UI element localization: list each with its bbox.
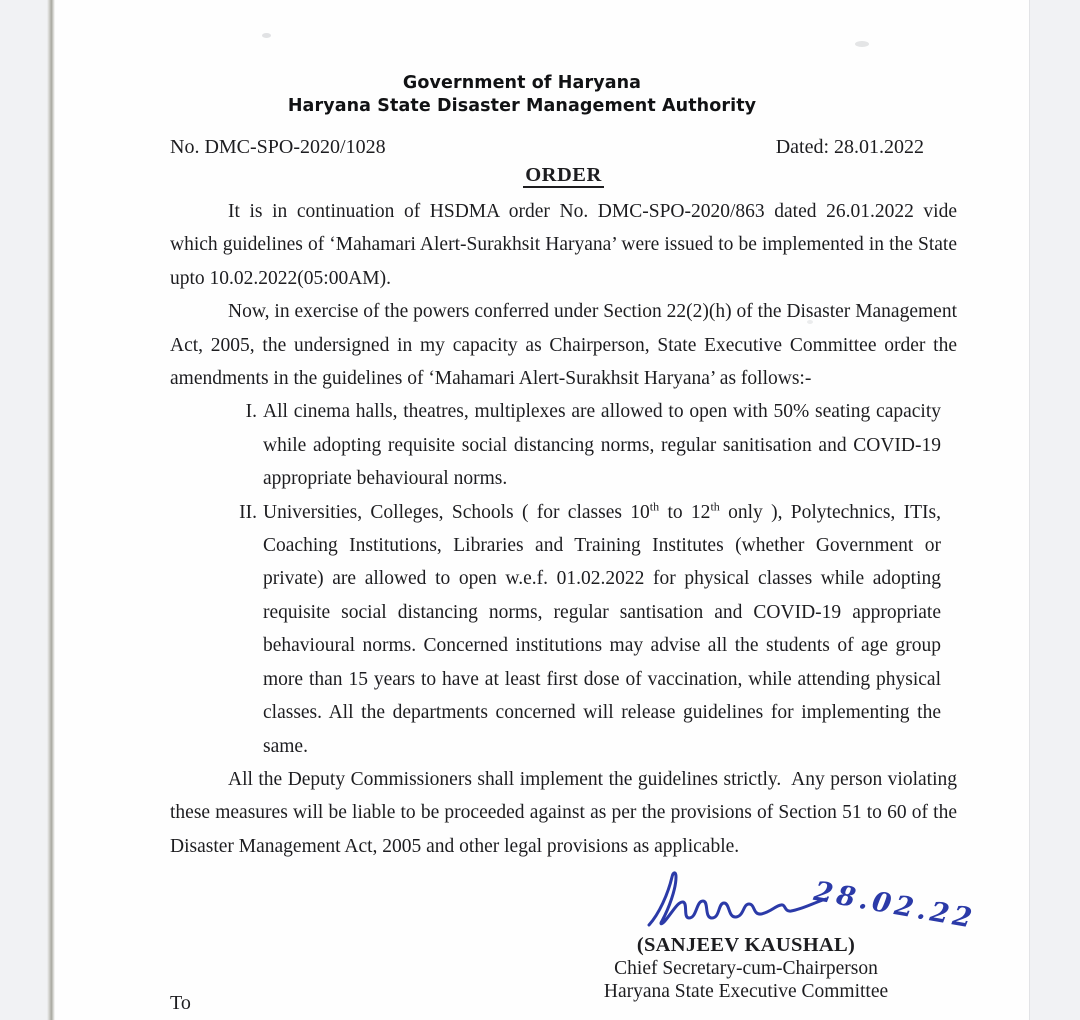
list-item-1	[245, 395, 941, 495]
signatory-designation: Chief Secretary-cum-Chairperson	[614, 958, 878, 979]
list-item-1-numeral: I.	[245, 401, 257, 423]
signature-image	[645, 868, 830, 930]
government-title: Government of Haryana	[402, 73, 642, 93]
paragraph-powers: Now, in exercise of the powers conferred under Section 22(2)(h) of the Disaster Management Act, 2005, the undersigned in my capacity as Chairperson, State Executive Committee order the amendments in the guidelines of ‘Mahamari Alert-Surakhsit Haryana’ as follows:-	[170, 301, 957, 390]
text-segment: to 12	[659, 501, 711, 523]
superscript-th: th	[649, 499, 660, 514]
list-item-1-text: All cinema halls, theatres, multiplexes are allowed to open with 50% seating capacity while adopting requisite social distancing norms, regular sanitisation and COVID-19 appropriate behavioural norms.	[263, 401, 941, 490]
text-segment: Universities, Colleges, Schools ( for classes 10	[263, 501, 650, 523]
superscript-th: th	[710, 499, 720, 514]
order-heading	[170, 161, 957, 189]
scan-artifact	[855, 41, 869, 47]
reference-line	[170, 134, 957, 160]
list-item-2	[239, 496, 941, 763]
letterhead	[55, 72, 989, 118]
list-item-2-numeral: II.	[239, 501, 257, 523]
text-segment: only ), Polytechnics, ITIs, Coaching Institutions, Libraries and Training Institutes (whether Government or private) are allowed to open w.e.f. 01.02.2022 for physical classes while adopting requisite social distancing norms, regular santisation and COVID-19 appropriate behavioural norms. Concerned institutions may advise all the students of age group more than 15 years to have at least first dose of vaccination, while attending physical classes. All the departments concerned will release guidelines for implementing the same.	[263, 501, 941, 757]
order-number: No. DMC-SPO-2020/1028	[170, 136, 386, 158]
order-body	[170, 134, 957, 863]
order-date: Dated: 28.01.2022	[775, 136, 924, 158]
paragraph-continuation: It is in continuation of HSDMA order No. DMC-SPO-2020/863 dated 26.01.2022 vide which guidelines of ‘Mahamari Alert-Surakhsit Haryana’ were issued to be implemented in the State upto 10.02.2022(05:00AM).	[170, 201, 957, 289]
signatory-committee: Haryana State Executive Committee	[603, 981, 889, 1002]
signatory-name: (SANJEEV KAUSHAL)	[636, 934, 856, 956]
order-heading-text: ORDER	[525, 164, 602, 186]
page-edge-shadow	[47, 0, 55, 1020]
signatory-block	[595, 933, 897, 1003]
amendments-list	[239, 395, 941, 762]
to-label: To	[170, 992, 191, 1014]
authority-title: Haryana State Disaster Management Authority	[287, 96, 757, 116]
document-page	[55, 0, 1030, 1020]
paragraph-enforcement: All the Deputy Commissioners shall implement the guidelines strictly. Any person violating these measures will be liable to be proceeded against as per the provisions of Section 51 to 60 of the Disaster Management Act, 2005 and other legal provisions as applicable.	[170, 768, 957, 857]
handwritten-date: 28.02.22	[811, 876, 978, 935]
scan-artifact	[262, 33, 271, 38]
